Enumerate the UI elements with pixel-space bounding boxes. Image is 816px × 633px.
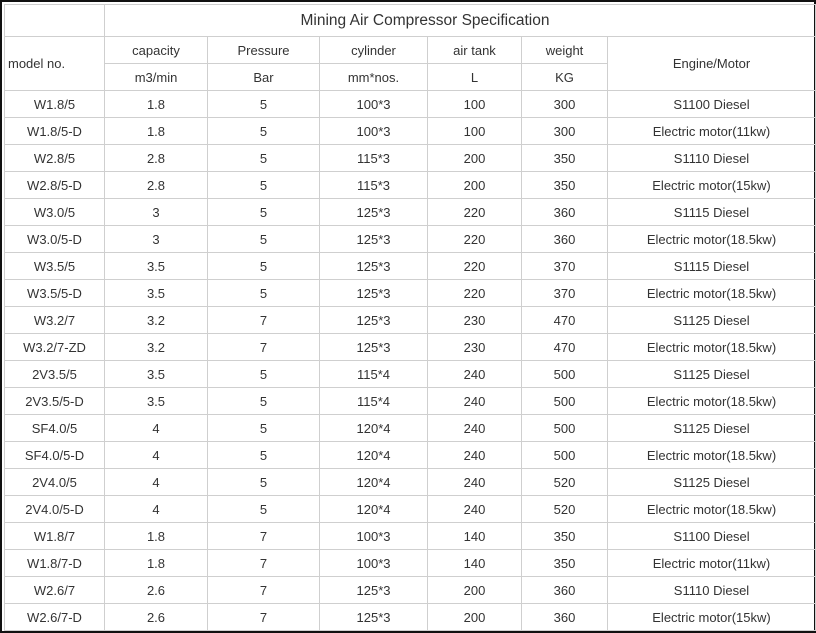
cell-pressure: 5 (208, 118, 320, 145)
cell-capacity: 2.8 (105, 172, 208, 199)
table-row (5, 91, 816, 118)
cell-cylinder: 125*3 (320, 334, 428, 361)
table-row (5, 604, 816, 631)
cell-pressure: 5 (208, 415, 320, 442)
cell-engine: Electric motor(18.5kw) (608, 334, 816, 361)
cell-pressure: 5 (208, 361, 320, 388)
cell-cylinder: 100*3 (320, 118, 428, 145)
header-air-tank: air tank (428, 37, 522, 64)
unit-capacity: m3/min (105, 64, 208, 91)
cell-engine: Electric motor(11kw) (608, 118, 816, 145)
cell-model: W3.5/5-D (5, 280, 105, 307)
cell-pressure: 5 (208, 388, 320, 415)
cell-engine: S1115 Diesel (608, 199, 816, 226)
table-row (5, 199, 816, 226)
cell-capacity: 1.8 (105, 118, 208, 145)
cell-engine: S1125 Diesel (608, 307, 816, 334)
cell-pressure: 5 (208, 280, 320, 307)
cell-pressure: 5 (208, 172, 320, 199)
cell-air-tank: 240 (428, 496, 522, 523)
table-row (5, 442, 816, 469)
cell-model: W1.8/7 (5, 523, 105, 550)
cell-air-tank: 200 (428, 145, 522, 172)
table-row (5, 307, 816, 334)
table-row (5, 388, 816, 415)
title-blank-cell (5, 5, 105, 37)
cell-engine: Electric motor(15kw) (608, 172, 816, 199)
cell-cylinder: 100*3 (320, 523, 428, 550)
cell-pressure: 5 (208, 145, 320, 172)
cell-air-tank: 100 (428, 118, 522, 145)
cell-model: W3.2/7 (5, 307, 105, 334)
cell-weight: 350 (522, 523, 608, 550)
cell-pressure: 7 (208, 604, 320, 631)
cell-weight: 360 (522, 226, 608, 253)
cell-air-tank: 240 (428, 442, 522, 469)
cell-capacity: 3.2 (105, 334, 208, 361)
cell-model: W3.0/5-D (5, 226, 105, 253)
header-weight: weight (522, 37, 608, 64)
cell-cylinder: 115*4 (320, 388, 428, 415)
title-row (5, 5, 816, 37)
cell-engine: S1110 Diesel (608, 145, 816, 172)
cell-cylinder: 125*3 (320, 199, 428, 226)
cell-capacity: 3 (105, 226, 208, 253)
cell-cylinder: 125*3 (320, 604, 428, 631)
unit-air-tank: L (428, 64, 522, 91)
cell-cylinder: 100*3 (320, 550, 428, 577)
cell-air-tank: 230 (428, 334, 522, 361)
cell-weight: 350 (522, 550, 608, 577)
cell-engine: Electric motor(18.5kw) (608, 496, 816, 523)
cell-air-tank: 140 (428, 523, 522, 550)
cell-model: W2.6/7 (5, 577, 105, 604)
cell-engine: Electric motor(18.5kw) (608, 280, 816, 307)
cell-weight: 300 (522, 118, 608, 145)
table-row (5, 145, 816, 172)
cell-weight: 350 (522, 145, 608, 172)
cell-air-tank: 240 (428, 388, 522, 415)
cell-cylinder: 115*3 (320, 145, 428, 172)
spec-table-body (5, 5, 816, 631)
cell-weight: 470 (522, 334, 608, 361)
cell-cylinder: 115*4 (320, 361, 428, 388)
cell-pressure: 5 (208, 496, 320, 523)
cell-cylinder: 125*3 (320, 226, 428, 253)
cell-capacity: 1.8 (105, 91, 208, 118)
cell-capacity: 2.6 (105, 577, 208, 604)
cell-weight: 500 (522, 388, 608, 415)
cell-weight: 360 (522, 604, 608, 631)
header-row-names (5, 37, 816, 64)
cell-capacity: 4 (105, 469, 208, 496)
cell-cylinder: 120*4 (320, 469, 428, 496)
cell-model: W3.0/5 (5, 199, 105, 226)
cell-weight: 370 (522, 280, 608, 307)
header-capacity: capacity (105, 37, 208, 64)
cell-capacity: 2.6 (105, 604, 208, 631)
cell-model: W2.8/5 (5, 145, 105, 172)
table-row (5, 118, 816, 145)
cell-cylinder: 125*3 (320, 307, 428, 334)
cell-capacity: 1.8 (105, 550, 208, 577)
table-row (5, 550, 816, 577)
table-row (5, 469, 816, 496)
cell-engine: S1115 Diesel (608, 253, 816, 280)
cell-model: W2.6/7-D (5, 604, 105, 631)
cell-capacity: 2.8 (105, 145, 208, 172)
cell-cylinder: 125*3 (320, 280, 428, 307)
table-title: Mining Air Compressor Specification (105, 5, 816, 37)
table-row (5, 226, 816, 253)
cell-capacity: 1.8 (105, 523, 208, 550)
cell-model: 2V3.5/5 (5, 361, 105, 388)
header-cylinder: cylinder (320, 37, 428, 64)
cell-engine: Electric motor(18.5kw) (608, 442, 816, 469)
cell-model: 2V4.0/5 (5, 469, 105, 496)
cell-pressure: 5 (208, 469, 320, 496)
cell-weight: 360 (522, 199, 608, 226)
table-row (5, 361, 816, 388)
cell-weight: 500 (522, 361, 608, 388)
cell-air-tank: 200 (428, 604, 522, 631)
cell-engine: Electric motor(15kw) (608, 604, 816, 631)
cell-weight: 300 (522, 91, 608, 118)
cell-cylinder: 125*3 (320, 577, 428, 604)
cell-cylinder: 100*3 (320, 91, 428, 118)
spec-table (4, 4, 816, 631)
cell-air-tank: 220 (428, 280, 522, 307)
cell-engine: S1125 Diesel (608, 415, 816, 442)
table-row (5, 280, 816, 307)
unit-pressure: Bar (208, 64, 320, 91)
cell-cylinder: 120*4 (320, 415, 428, 442)
cell-model: SF4.0/5-D (5, 442, 105, 469)
cell-cylinder: 120*4 (320, 496, 428, 523)
cell-air-tank: 220 (428, 226, 522, 253)
cell-weight: 360 (522, 577, 608, 604)
cell-weight: 370 (522, 253, 608, 280)
header-model: model no. (5, 37, 105, 91)
table-row (5, 415, 816, 442)
table-row (5, 253, 816, 280)
cell-model: 2V4.0/5-D (5, 496, 105, 523)
table-row (5, 523, 816, 550)
cell-pressure: 5 (208, 253, 320, 280)
table-row (5, 577, 816, 604)
cell-pressure: 5 (208, 442, 320, 469)
cell-weight: 350 (522, 172, 608, 199)
header-engine: Engine/Motor (608, 37, 816, 91)
cell-capacity: 4 (105, 415, 208, 442)
cell-model: 2V3.5/5-D (5, 388, 105, 415)
table-row (5, 496, 816, 523)
cell-air-tank: 220 (428, 253, 522, 280)
cell-air-tank: 220 (428, 199, 522, 226)
cell-pressure: 7 (208, 523, 320, 550)
cell-pressure: 7 (208, 550, 320, 577)
cell-engine: S1100 Diesel (608, 523, 816, 550)
unit-weight: KG (522, 64, 608, 91)
cell-capacity: 3.5 (105, 253, 208, 280)
cell-weight: 520 (522, 496, 608, 523)
cell-pressure: 5 (208, 226, 320, 253)
cell-air-tank: 240 (428, 361, 522, 388)
cell-capacity: 4 (105, 496, 208, 523)
header-pressure: Pressure (208, 37, 320, 64)
cell-model: W1.8/5 (5, 91, 105, 118)
cell-pressure: 7 (208, 307, 320, 334)
cell-capacity: 3.5 (105, 280, 208, 307)
cell-weight: 520 (522, 469, 608, 496)
cell-model: W1.8/5-D (5, 118, 105, 145)
cell-cylinder: 120*4 (320, 442, 428, 469)
cell-model: W1.8/7-D (5, 550, 105, 577)
table-row (5, 334, 816, 361)
cell-engine: S1125 Diesel (608, 469, 816, 496)
cell-cylinder: 125*3 (320, 253, 428, 280)
cell-capacity: 4 (105, 442, 208, 469)
cell-capacity: 3 (105, 199, 208, 226)
table-row (5, 172, 816, 199)
cell-model: W3.5/5 (5, 253, 105, 280)
cell-engine: S1100 Diesel (608, 91, 816, 118)
cell-engine: Electric motor(11kw) (608, 550, 816, 577)
cell-pressure: 5 (208, 199, 320, 226)
cell-capacity: 3.5 (105, 388, 208, 415)
cell-weight: 470 (522, 307, 608, 334)
cell-model: SF4.0/5 (5, 415, 105, 442)
cell-air-tank: 140 (428, 550, 522, 577)
cell-engine: S1110 Diesel (608, 577, 816, 604)
cell-model: W3.2/7-ZD (5, 334, 105, 361)
cell-engine: Electric motor(18.5kw) (608, 388, 816, 415)
cell-pressure: 5 (208, 91, 320, 118)
unit-cylinder: mm*nos. (320, 64, 428, 91)
cell-model: W2.8/5-D (5, 172, 105, 199)
cell-pressure: 7 (208, 334, 320, 361)
cell-weight: 500 (522, 442, 608, 469)
cell-air-tank: 200 (428, 172, 522, 199)
cell-capacity: 3.5 (105, 361, 208, 388)
cell-air-tank: 240 (428, 469, 522, 496)
cell-air-tank: 200 (428, 577, 522, 604)
cell-engine: S1125 Diesel (608, 361, 816, 388)
cell-weight: 500 (522, 415, 608, 442)
cell-air-tank: 240 (428, 415, 522, 442)
cell-pressure: 7 (208, 577, 320, 604)
cell-cylinder: 115*3 (320, 172, 428, 199)
cell-air-tank: 230 (428, 307, 522, 334)
cell-air-tank: 100 (428, 91, 522, 118)
cell-capacity: 3.2 (105, 307, 208, 334)
cell-engine: Electric motor(18.5kw) (608, 226, 816, 253)
